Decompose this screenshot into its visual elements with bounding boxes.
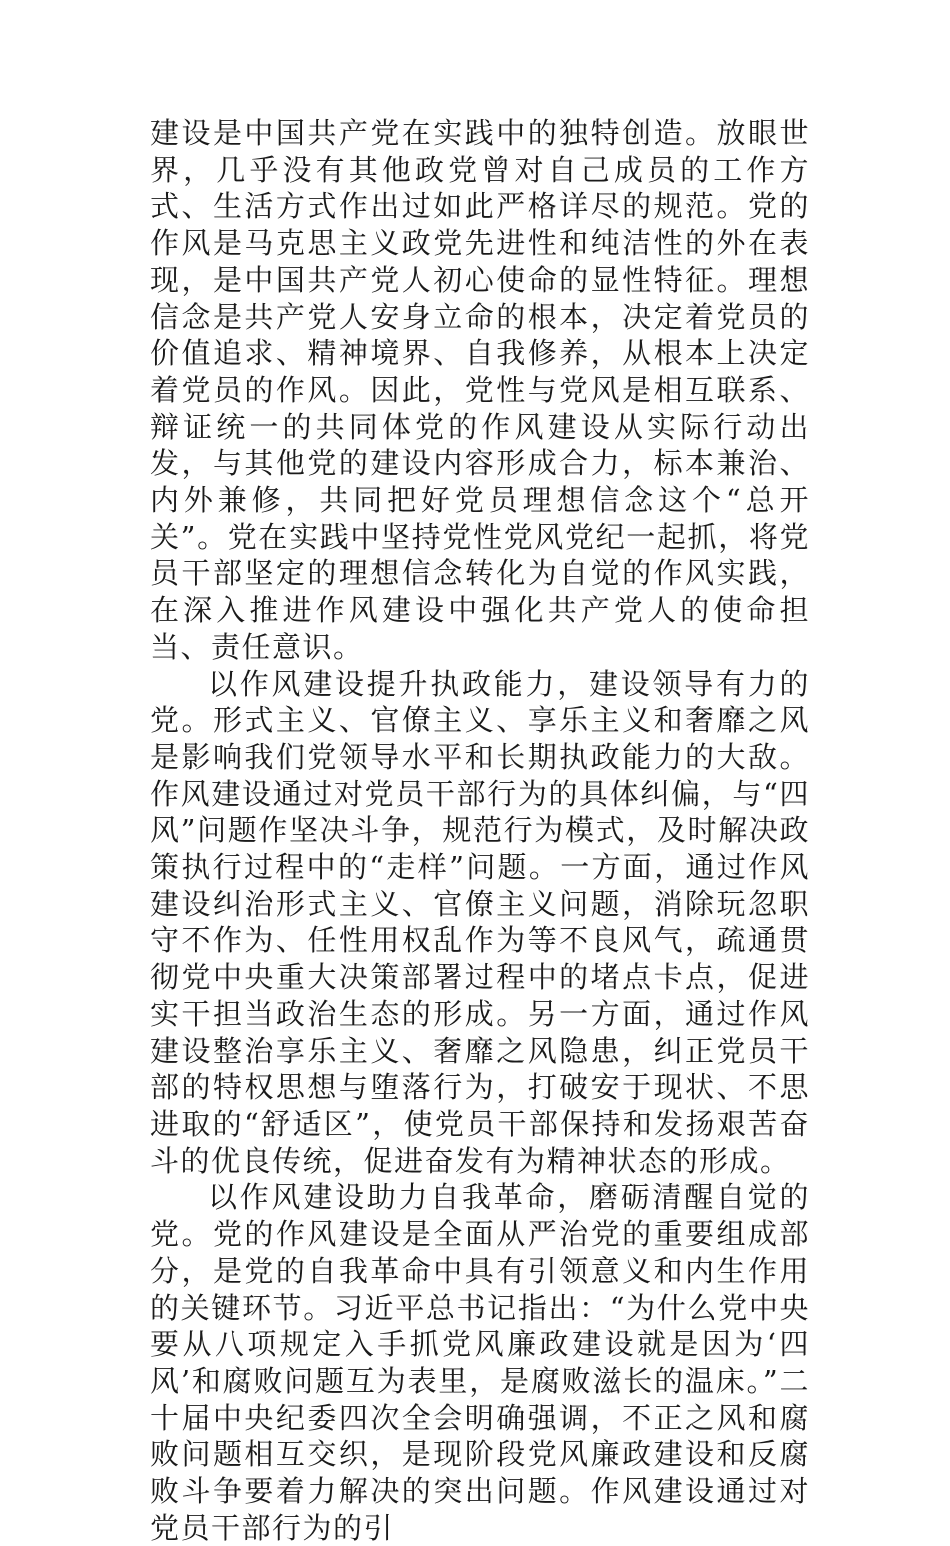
paragraph-3: 以作风建设助力自我革命，磨砺清醒自觉的党。党的作风建设是全面从严治党的重要组成部分，是党的自我革命中具有引领意义和内生作用的关键环节。习近平总书记指出：“为什么党中央要从八项规定入手抓党风廉政建设就是因为‘四风’和腐败问题互为表里，是腐败滋长的温床。”二十届中央纪委四次全会明确强调，不正之风和腐败问题相互交织，是现阶段党风廉政建设和反腐败斗争要着力解决的突出问题。作风建设通过对党员干部行为的引 [150, 1180, 810, 1545]
paragraph-1: 建设是中国共产党在实践中的独特创造。放眼世界，几乎没有其他政党曾对自己成员的工作方式、生活方式作出过如此严格详尽的规范。党的作风是马克思主义政党先进性和纯洁性的外在表现，是中国共产党人初心使命的显性特征。理想信念是共产党人安身立命的根本，决定着党员的价值追求、精神境界、自我修养，从根本上决定着党员的作风。因此，党性与党风是相互联系、辩证统一的共同体党的作风建设从实际行动出发，与其他党的建设内容形成合力，标本兼治、内外兼修，共同把好党员理想信念这个“总开关”。党在实践中坚持党性党风党纪一起抓，将党员干部坚定的理想信念转化为自觉的作风实践，在深入推进作风建设中强化共产党人的使命担当、责任意识。 [150, 116, 810, 664]
paragraph-2: 以作风建设提升执政能力，建设领导有力的党。形式主义、官僚主义、享乐主义和奢靡之风是影响我们党领导水平和长期执政能力的大敌。作风建设通过对党员干部行为的具体纠偏，与“四风”问题作坚决斗争，规范行为模式，及时解决政策执行过程中的“走样”问题。一方面，通过作风建设纠治形式主义、官僚主义问题，消除玩忽职守不作为、任性用权乱作为等不良风气，疏通贯彻党中央重大决策部署过程中的堵点卡点，促进实干担当政治生态的形成。另一方面，通过作风建设整治享乐主义、奢靡之风隐患，纠正党员干部的特权思想与堕落行为，打破安于现状、不思进取的“舒适区”，使党员干部保持和发扬艰苦奋斗的优良传统，促进奋发有为精神状态的形成。 [150, 666, 810, 1178]
document-body [150, 115, 810, 1546]
